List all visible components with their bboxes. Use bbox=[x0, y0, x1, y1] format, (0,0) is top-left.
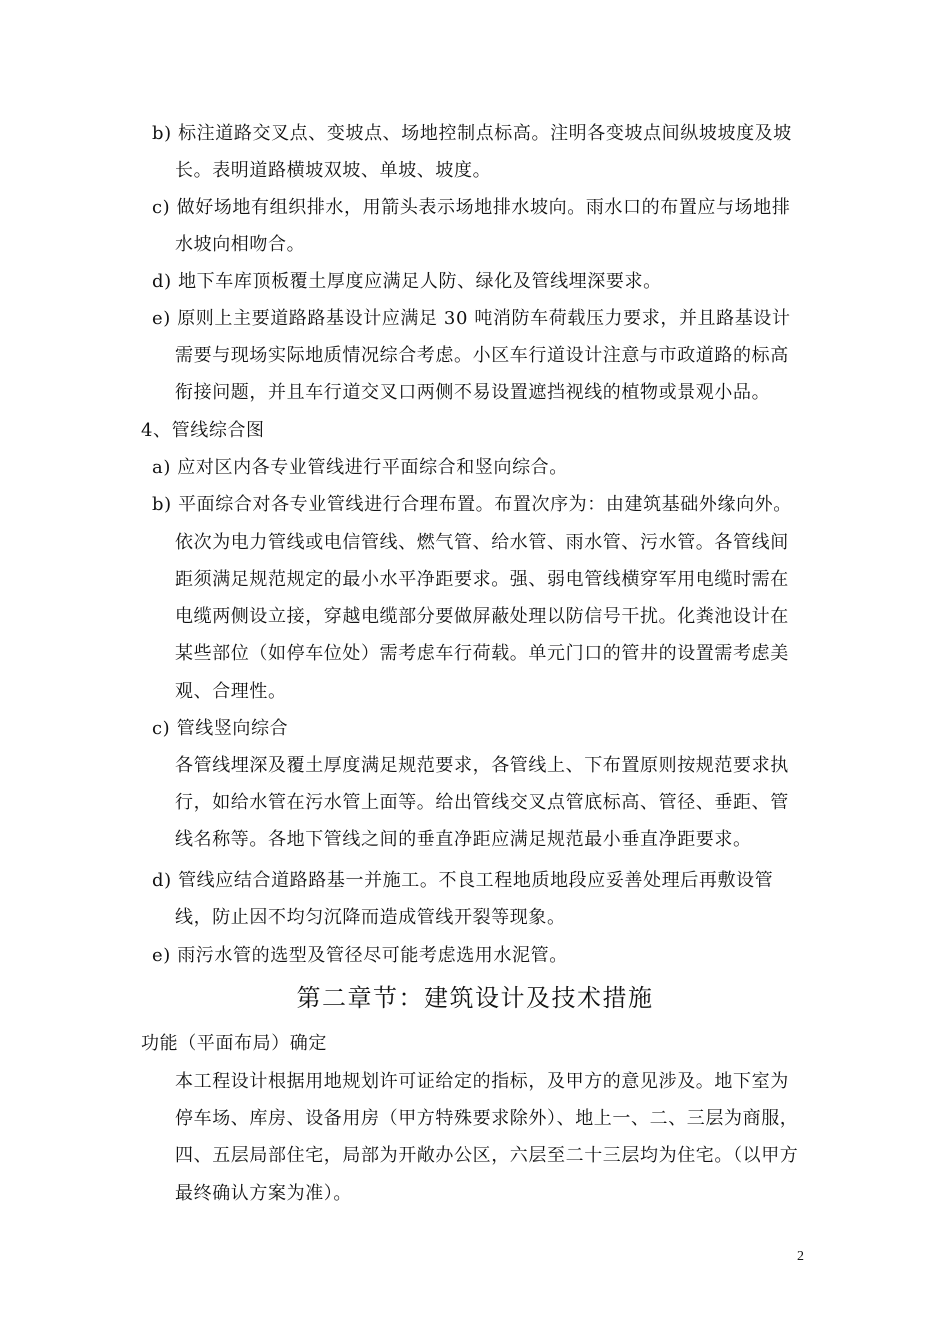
pipeline-item-b-line-4: 电缆两侧设立接，穿越电缆部分要做屏蔽处理以防信号干扰。化粪池设计在 bbox=[175, 606, 789, 627]
list-item-c-line-2: 水坡向相吻合。 bbox=[175, 234, 306, 255]
list-item-e-line-2: 需要与现场实际地质情况综合考虑。小区车行道设计注意与市政道路的标高 bbox=[175, 345, 789, 366]
pipeline-item-b-line-5: 某些部位（如停车位处）需考虑车行荷载。单元门口的管井的设置需考虑美 bbox=[175, 643, 789, 664]
section-paragraph-line-4: 最终确认方案为准）。 bbox=[175, 1183, 352, 1204]
section-heading-pipelines: 4、管线综合图 bbox=[141, 420, 265, 441]
pipeline-item-a: a) 应对区内各专业管线进行平面综合和竖向综合。 bbox=[152, 457, 568, 478]
pipeline-item-c-line-3: 线名称等。各地下管线之间的垂直净距应满足规范最小垂直净距要求。 bbox=[175, 829, 752, 850]
pipeline-item-d-line-2: 线，防止因不均匀沉降而造成管线开裂等现象。 bbox=[175, 907, 566, 928]
pipeline-item-b-line-1: b) 平面综合对各专业管线进行合理布置。布置次序为：由建筑基础外缘向外。 bbox=[152, 494, 792, 515]
list-item-b-line-2: 长。表明道路横坡双坡、单坡、坡度。 bbox=[175, 160, 492, 181]
section-paragraph-line-3: 四、五层局部住宅，局部为开敞办公区，六层至二十三层均为住宅。（以甲方 bbox=[175, 1145, 799, 1166]
section-paragraph-line-2: 停车场、库房、设备用房（甲方特殊要求除外）、地上一、二、三层为商服， bbox=[175, 1108, 799, 1129]
list-item-b-line-1: b) 标注道路交叉点、变坡点、场地控制点标高。注明各变坡点间纵坡坡度及坡 bbox=[152, 123, 792, 144]
pipeline-item-e: e) 雨污水管的选型及管径尽可能考虑选用水泥管。 bbox=[152, 945, 568, 966]
list-item-d: d) 地下车库顶板覆土厚度应满足人防、绿化及管线埋深要求。 bbox=[152, 271, 662, 292]
pipeline-item-c-line-2: 行，如给水管在污水管上面等。给出管线交叉点管底标高、管径、垂距、管 bbox=[175, 792, 789, 813]
list-item-e-line-1: e) 原则上主要道路路基设计应满足 30 吨消防车荷载压力要求，并且路基设计 bbox=[152, 308, 791, 329]
pipeline-item-b-line-6: 观、合理性。 bbox=[175, 681, 287, 702]
list-item-c-line-1: c) 做好场地有组织排水，用箭头表示场地排水坡向。雨水口的布置应与场地排 bbox=[152, 197, 791, 218]
section-title: 功能（平面布局）确定 bbox=[141, 1033, 327, 1054]
chapter-heading: 第二章节：建筑设计及技术措施 bbox=[296, 984, 654, 1012]
pipeline-item-c-title: c) 管线竖向综合 bbox=[152, 718, 289, 739]
section-paragraph-line-1: 本工程设计根据用地规划许可证给定的指标，及甲方的意见涉及。地下室为 bbox=[175, 1071, 789, 1092]
list-item-e-line-3: 衔接问题，并且车行道交叉口两侧不易设置遮挡视线的植物或景观小品。 bbox=[175, 382, 771, 403]
page-number: 2 bbox=[797, 1249, 804, 1264]
pipeline-item-b-line-2: 依次为电力管线或电信管线、燃气管、给水管、雨水管、污水管。各管线间 bbox=[175, 532, 789, 553]
pipeline-item-b-line-3: 距须满足规范规定的最小水平净距要求。强、弱电管线横穿军用电缆时需在 bbox=[175, 569, 789, 590]
pipeline-item-d-line-1: d) 管线应结合道路路基一并施工。不良工程地质地段应妥善处理后再敷设管 bbox=[152, 870, 774, 891]
pipeline-item-c-line-1: 各管线埋深及覆土厚度满足规范要求，各管线上、下布置原则按规范要求执 bbox=[175, 755, 789, 776]
